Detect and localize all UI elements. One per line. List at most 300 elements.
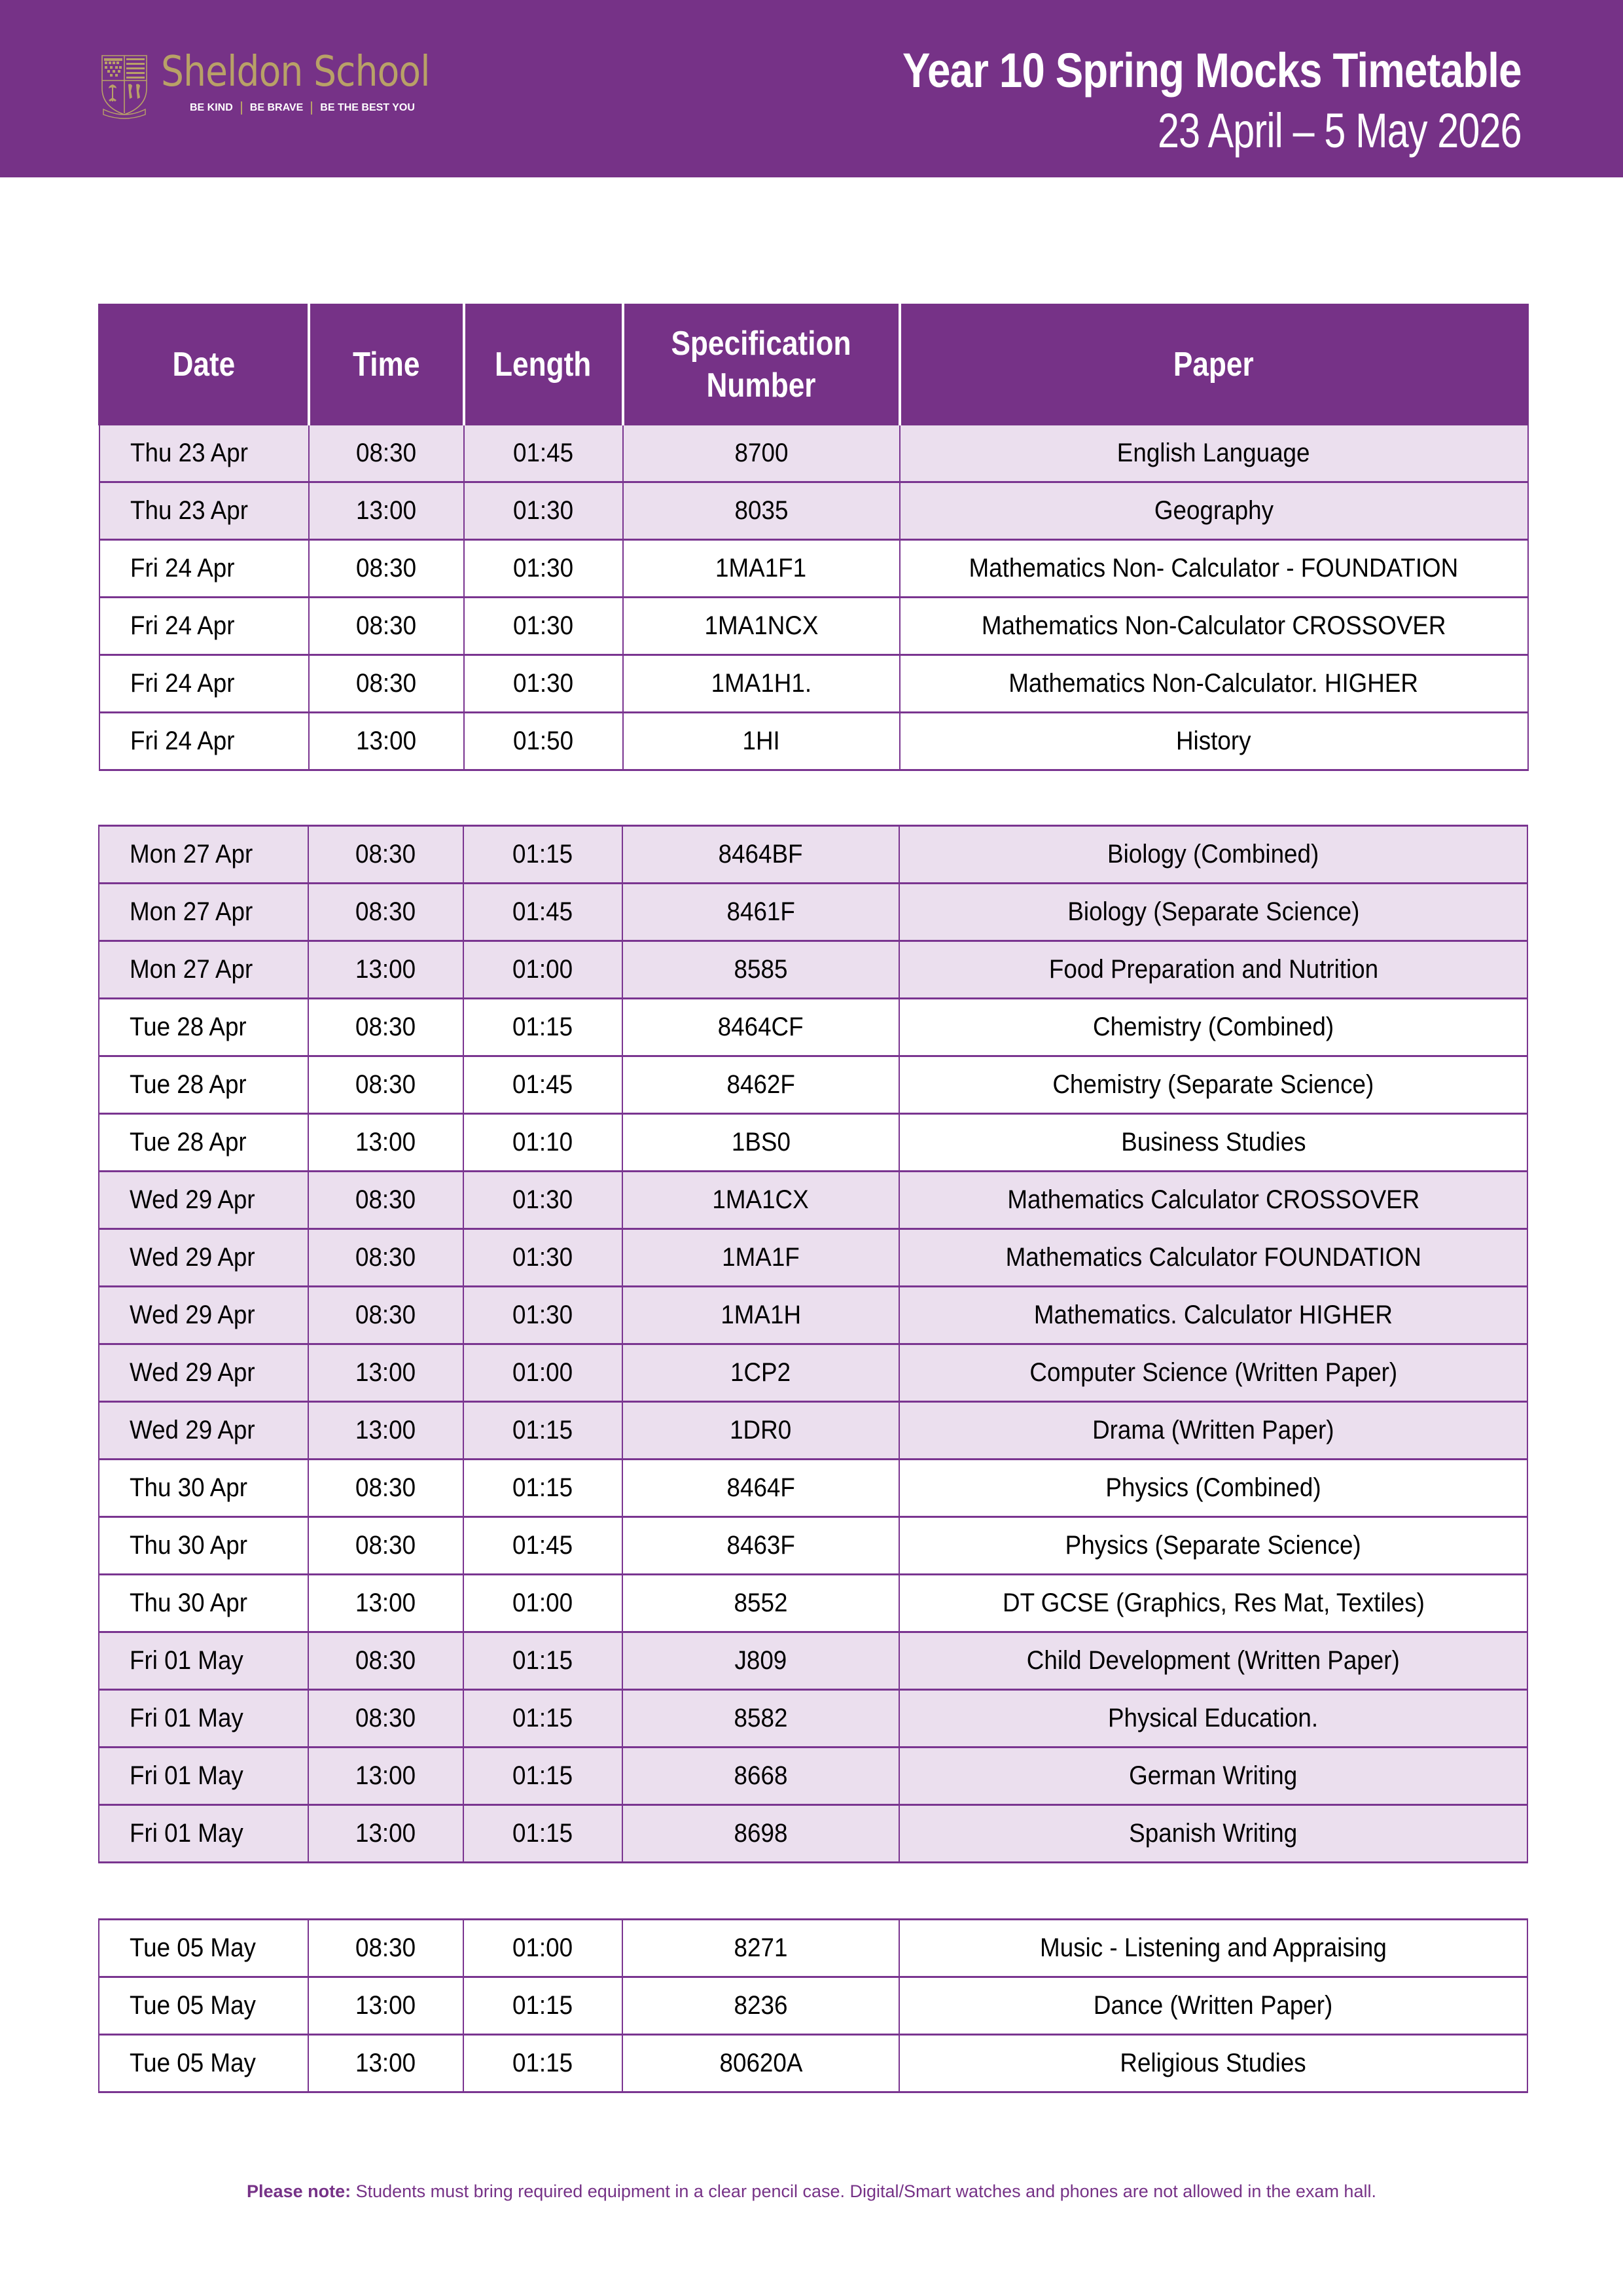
- length-cell: [463, 1977, 622, 2035]
- date-cell-text: Wed 29 Apr: [130, 1185, 255, 1214]
- paper-cell: [899, 1229, 1527, 1287]
- length-cell-text: 01:00: [512, 1933, 573, 1962]
- specification-number-cell-text: 8668: [734, 1761, 788, 1790]
- date-cell: [99, 1805, 308, 1863]
- time-cell-text: 08:30: [355, 1243, 416, 1272]
- date-cell: [99, 598, 309, 655]
- date-cell-text: Mon 27 Apr: [130, 897, 253, 926]
- date-cell: [99, 713, 309, 770]
- date-cell-text: Fri 24 Apr: [130, 726, 235, 755]
- timetable-group-1: [98, 304, 1529, 771]
- specification-number-cell: [622, 1977, 899, 2035]
- table-row: [99, 425, 1528, 482]
- column-header-specification-number: [623, 305, 900, 425]
- date-cell-text: Thu 30 Apr: [130, 1473, 248, 1502]
- table-row: [99, 1920, 1527, 1977]
- paper-cell-text: Business Studies: [1120, 1128, 1306, 1157]
- paper-cell: [899, 941, 1527, 999]
- time-cell: [308, 1402, 463, 1460]
- paper-cell: [899, 1517, 1527, 1575]
- table-row: [99, 2035, 1527, 2092]
- date-cell: [99, 1172, 308, 1229]
- specification-number-cell-text: 1MA1F: [722, 1243, 800, 1272]
- timetable-group-3: [98, 1918, 1528, 2093]
- paper-cell: [899, 1632, 1527, 1690]
- date-cell-text: Tue 28 Apr: [130, 1070, 247, 1099]
- time-cell-text: 08:30: [355, 669, 417, 698]
- length-cell: [464, 713, 623, 770]
- date-cell: [99, 826, 308, 884]
- specification-number-cell: [623, 540, 900, 598]
- tagline-divider: [311, 101, 312, 115]
- paper-cell: [899, 1460, 1527, 1517]
- length-cell: [463, 1517, 622, 1575]
- date-cell: [99, 941, 308, 999]
- specification-number-cell: [622, 1460, 899, 1517]
- length-cell-text: 01:30: [512, 1243, 573, 1272]
- table-header-row: [99, 305, 1528, 425]
- specification-number-cell: [622, 2035, 899, 2092]
- time-cell: [308, 1632, 463, 1690]
- specification-number-cell: [622, 1632, 899, 1690]
- table-row: [99, 598, 1528, 655]
- paper-cell-text: Chemistry (Separate Science): [1052, 1070, 1374, 1099]
- time-cell: [309, 482, 464, 540]
- length-cell: [463, 1920, 622, 1977]
- paper-cell-text: History: [1176, 726, 1251, 755]
- specification-number-cell-text: 1BS0: [731, 1128, 791, 1157]
- table-row: [99, 1575, 1527, 1632]
- date-cell-text: Tue 28 Apr: [130, 1013, 247, 1041]
- specification-number-cell: [622, 999, 899, 1056]
- column-header-label: Length: [495, 346, 592, 384]
- table-row: [99, 884, 1527, 941]
- footer-note-text: Students must bring required equipment in a clear pencil case. Digital/Smart watches and phones are not allowed in the exam hall.: [351, 2181, 1376, 2201]
- header-banner: [0, 0, 1623, 177]
- table-row: [99, 1229, 1527, 1287]
- paper-cell-text: Chemistry (Combined): [1092, 1013, 1334, 1041]
- date-cell: [99, 655, 309, 713]
- length-cell: [463, 884, 622, 941]
- length-cell-text: 01:00: [512, 1358, 573, 1387]
- timetable-group-2: [98, 825, 1528, 1863]
- time-cell: [308, 1690, 463, 1748]
- length-cell: [464, 655, 623, 713]
- time-cell-text: 13:00: [355, 2049, 416, 2077]
- time-cell: [309, 425, 464, 482]
- date-cell: [99, 482, 309, 540]
- specification-number-cell-text: 8463F: [726, 1531, 795, 1560]
- date-cell-text: Wed 29 Apr: [130, 1358, 255, 1387]
- column-header-paper: [900, 305, 1528, 425]
- length-cell-text: 01:50: [512, 726, 574, 755]
- table-row: [99, 1690, 1527, 1748]
- column-header-label: Specification Number: [671, 325, 851, 404]
- table-row: [99, 713, 1528, 770]
- length-cell: [464, 598, 623, 655]
- time-cell: [308, 1114, 463, 1172]
- length-cell-text: 01:45: [512, 897, 573, 926]
- time-cell-text: 08:30: [355, 1704, 416, 1732]
- time-cell: [308, 826, 463, 884]
- column-header-label: Date: [172, 346, 236, 384]
- school-name: Sheldon School: [161, 48, 430, 96]
- specification-number-cell-text: 8464BF: [719, 840, 803, 869]
- date-cell: [99, 1575, 308, 1632]
- specification-number-cell-text: 8461F: [726, 897, 795, 926]
- time-cell-text: 08:30: [355, 1646, 416, 1675]
- time-cell: [308, 1172, 463, 1229]
- paper-cell: [899, 1114, 1527, 1172]
- specification-number-cell: [622, 884, 899, 941]
- paper-cell-text: Mathematics Non-Calculator. HIGHER: [1008, 669, 1419, 698]
- page-title: Year 10 Spring Mocks Timetable: [902, 43, 1522, 98]
- specification-number-cell-text: 8464F: [726, 1473, 795, 1502]
- date-cell: [99, 1056, 308, 1114]
- specification-number-cell: [623, 482, 900, 540]
- date-cell: [99, 1114, 308, 1172]
- paper-cell: [899, 1402, 1527, 1460]
- time-cell-text: 08:30: [355, 611, 417, 640]
- length-cell-text: 01:15: [512, 1473, 573, 1502]
- specification-number-cell: [623, 598, 900, 655]
- paper-cell-text: Physics (Combined): [1105, 1473, 1321, 1502]
- table-row: [99, 1977, 1527, 2035]
- specification-number-cell: [622, 941, 899, 999]
- specification-number-cell: [622, 1748, 899, 1805]
- table-row: [99, 1056, 1527, 1114]
- specification-number-cell-text: 8700: [734, 439, 788, 467]
- date-cell-text: Thu 23 Apr: [130, 496, 248, 525]
- paper-cell-text: Spanish Writing: [1129, 1819, 1298, 1848]
- table-row: [99, 1805, 1527, 1863]
- specification-number-cell-text: 1MA1CX: [712, 1185, 810, 1214]
- time-cell: [308, 1460, 463, 1517]
- date-cell: [99, 425, 309, 482]
- specification-number-cell-text: 8698: [734, 1819, 788, 1848]
- paper-cell: [900, 713, 1528, 770]
- time-cell: [308, 941, 463, 999]
- time-cell: [309, 713, 464, 770]
- length-cell-text: 01:15: [512, 1013, 573, 1041]
- time-cell: [308, 1229, 463, 1287]
- specification-number-cell-text: J809: [734, 1646, 787, 1675]
- date-cell-text: Wed 29 Apr: [130, 1243, 255, 1272]
- length-cell: [464, 540, 623, 598]
- date-cell-text: Thu 23 Apr: [130, 439, 248, 467]
- time-cell: [308, 1748, 463, 1805]
- time-cell: [308, 1344, 463, 1402]
- table-row: [99, 1748, 1527, 1805]
- length-cell: [463, 1805, 622, 1863]
- date-cell-text: Mon 27 Apr: [130, 955, 253, 984]
- date-cell-text: Thu 30 Apr: [130, 1531, 248, 1560]
- time-cell-text: 13:00: [355, 1358, 416, 1387]
- specification-number-cell-text: 8552: [734, 1588, 788, 1617]
- length-cell: [463, 1114, 622, 1172]
- paper-cell: [900, 425, 1528, 482]
- length-cell: [463, 999, 622, 1056]
- specification-number-cell: [622, 1287, 899, 1344]
- time-cell: [308, 1805, 463, 1863]
- footer-note: [0, 2178, 1623, 2204]
- length-cell-text: 01:15: [512, 1991, 573, 2020]
- paper-cell-text: Mathematics Non-Calculator CROSSOVER: [981, 611, 1446, 640]
- specification-number-cell-text: 80620A: [719, 2049, 802, 2077]
- date-cell: [99, 540, 309, 598]
- paper-cell-text: Music - Listening and Appraising: [1040, 1933, 1387, 1962]
- date-range-subtitle: 23 April – 5 May 2026: [1158, 103, 1522, 158]
- length-cell-text: 01:45: [512, 439, 574, 467]
- date-cell: [99, 1632, 308, 1690]
- length-cell: [463, 1229, 622, 1287]
- time-cell: [309, 655, 464, 713]
- time-cell-text: 08:30: [355, 439, 417, 467]
- length-cell: [463, 826, 622, 884]
- date-cell: [99, 1402, 308, 1460]
- date-cell-text: Fri 01 May: [130, 1819, 243, 1848]
- specification-number-cell-text: 1MA1H1.: [711, 669, 812, 698]
- paper-cell: [899, 1344, 1527, 1402]
- paper-cell-text: Mathematics. Calculator HIGHER: [1033, 1300, 1393, 1329]
- time-cell: [308, 1977, 463, 2035]
- length-cell-text: 01:15: [512, 1704, 573, 1732]
- time-cell: [308, 2035, 463, 2092]
- paper-cell-text: Physics (Separate Science): [1065, 1531, 1362, 1560]
- specification-number-cell-text: 8236: [734, 1991, 788, 2020]
- specification-number-cell-text: 8271: [734, 1933, 788, 1962]
- specification-number-cell: [622, 1056, 899, 1114]
- length-cell-text: 01:30: [512, 1300, 573, 1329]
- date-cell: [99, 1344, 308, 1402]
- length-cell-text: 01:15: [512, 840, 573, 869]
- date-cell-text: Mon 27 Apr: [130, 840, 253, 869]
- paper-cell: [899, 1748, 1527, 1805]
- length-cell-text: 01:30: [512, 496, 574, 525]
- date-cell: [99, 1229, 308, 1287]
- date-cell-text: Tue 05 May: [130, 1991, 256, 2020]
- table-row: [99, 1172, 1527, 1229]
- table-row: [99, 655, 1528, 713]
- paper-cell-text: German Writing: [1129, 1761, 1298, 1790]
- date-cell-text: Tue 28 Apr: [130, 1128, 247, 1157]
- time-cell-text: 13:00: [355, 726, 417, 755]
- length-cell-text: 01:15: [512, 1416, 573, 1444]
- footer-note-label: Please note:: [247, 2181, 351, 2201]
- specification-number-cell: [622, 826, 899, 884]
- tagline-be-brave: BE BRAVE: [249, 102, 304, 113]
- table-row: [99, 826, 1527, 884]
- time-cell: [309, 540, 464, 598]
- paper-cell-text: Child Development (Written Paper): [1027, 1646, 1400, 1675]
- date-cell: [99, 1977, 308, 2035]
- paper-cell-text: Geography: [1154, 496, 1274, 525]
- time-cell-text: 13:00: [355, 1588, 416, 1617]
- tagline-divider: [241, 101, 242, 115]
- time-cell-text: 13:00: [355, 1416, 416, 1444]
- date-cell-text: Thu 30 Apr: [130, 1588, 248, 1617]
- school-tagline: [190, 101, 415, 115]
- tagline-be-kind: BE KIND: [190, 102, 233, 113]
- paper-cell: [899, 1172, 1527, 1229]
- specification-number-cell-text: 1HI: [742, 726, 780, 755]
- time-cell: [308, 1517, 463, 1575]
- time-cell-text: 13:00: [355, 1761, 416, 1790]
- time-cell-text: 13:00: [355, 1819, 416, 1848]
- table-row: [99, 999, 1527, 1056]
- paper-cell-text: DT GCSE (Graphics, Res Mat, Textiles): [1002, 1588, 1425, 1617]
- length-cell: [463, 1575, 622, 1632]
- length-cell: [463, 1402, 622, 1460]
- time-cell: [308, 1056, 463, 1114]
- specification-number-cell: [622, 1229, 899, 1287]
- paper-cell: [900, 540, 1528, 598]
- specification-number-cell-text: 1MA1H: [721, 1300, 801, 1329]
- specification-number-cell: [623, 713, 900, 770]
- paper-cell-text: Dance (Written Paper): [1094, 1991, 1333, 2020]
- length-cell-text: 01:45: [512, 1070, 573, 1099]
- length-cell-text: 01:10: [512, 1128, 573, 1157]
- paper-cell: [899, 1805, 1527, 1863]
- specification-number-cell: [622, 1920, 899, 1977]
- specification-number-cell-text: 8585: [734, 955, 788, 984]
- time-cell-text: 08:30: [355, 1531, 416, 1560]
- time-cell-text: 08:30: [355, 1933, 416, 1962]
- length-cell: [463, 1172, 622, 1229]
- specification-number-cell: [622, 1114, 899, 1172]
- paper-cell: [899, 826, 1527, 884]
- specification-number-cell: [622, 1402, 899, 1460]
- paper-cell-text: Mathematics Calculator FOUNDATION: [1005, 1243, 1421, 1272]
- time-cell-text: 08:30: [355, 1473, 416, 1502]
- specification-number-cell-text: 8464CF: [718, 1013, 804, 1041]
- table-row: [99, 1632, 1527, 1690]
- length-cell-text: 01:30: [512, 611, 574, 640]
- paper-cell: [899, 884, 1527, 941]
- length-cell: [463, 941, 622, 999]
- date-cell: [99, 999, 308, 1056]
- paper-cell-text: Food Preparation and Nutrition: [1048, 955, 1378, 984]
- date-cell: [99, 1287, 308, 1344]
- length-cell: [463, 1632, 622, 1690]
- table-row: [99, 1460, 1527, 1517]
- table-row: [99, 1517, 1527, 1575]
- tagline-be-the-best-you: BE THE BEST YOU: [320, 102, 415, 113]
- length-cell-text: 01:15: [512, 2049, 573, 2077]
- date-cell-text: Fri 01 May: [130, 1761, 243, 1790]
- date-cell-text: Fri 01 May: [130, 1646, 243, 1675]
- paper-cell-text: Biology (Separate Science): [1067, 897, 1359, 926]
- time-cell-text: 08:30: [355, 840, 416, 869]
- date-cell-text: Tue 05 May: [130, 1933, 256, 1962]
- paper-cell: [899, 1920, 1527, 1977]
- length-cell-text: 01:30: [512, 554, 574, 583]
- specification-number-cell: [623, 425, 900, 482]
- length-cell-text: 01:15: [512, 1646, 573, 1675]
- specification-number-cell: [622, 1344, 899, 1402]
- time-cell: [309, 598, 464, 655]
- date-cell-text: Wed 29 Apr: [130, 1416, 255, 1444]
- table-row: [99, 941, 1527, 999]
- table-row: [99, 1287, 1527, 1344]
- specification-number-cell: [622, 1517, 899, 1575]
- column-header-label: Paper: [1173, 346, 1255, 384]
- time-cell-text: 08:30: [355, 1013, 416, 1041]
- specification-number-cell: [623, 655, 900, 713]
- table-row: [99, 1402, 1527, 1460]
- paper-cell: [899, 2035, 1527, 2092]
- specification-number-cell: [622, 1172, 899, 1229]
- length-cell: [464, 425, 623, 482]
- paper-cell: [899, 999, 1527, 1056]
- specification-number-cell-text: 1DR0: [730, 1416, 792, 1444]
- time-cell-text: 13:00: [355, 1128, 416, 1157]
- paper-cell: [900, 598, 1528, 655]
- length-cell: [463, 1748, 622, 1805]
- date-cell-text: Fri 24 Apr: [130, 611, 235, 640]
- column-header-length: [464, 305, 623, 425]
- time-cell: [308, 1920, 463, 1977]
- paper-cell: [899, 1977, 1527, 2035]
- length-cell-text: 01:30: [512, 669, 574, 698]
- length-cell: [463, 1460, 622, 1517]
- date-cell-text: Fri 24 Apr: [130, 554, 235, 583]
- length-cell-text: 01:15: [512, 1819, 573, 1848]
- length-cell: [463, 1690, 622, 1748]
- time-cell-text: 08:30: [355, 554, 417, 583]
- date-cell-text: Fri 01 May: [130, 1704, 243, 1732]
- specification-number-cell-text: 8035: [734, 496, 788, 525]
- length-cell-text: 01:00: [512, 1588, 573, 1617]
- table-row: [99, 1344, 1527, 1402]
- table-row: [99, 482, 1528, 540]
- specification-number-cell-text: 1MA1F1: [715, 554, 807, 583]
- specification-number-cell-text: 8462F: [726, 1070, 795, 1099]
- paper-cell-text: Mathematics Non- Calculator - FOUNDATION: [969, 554, 1459, 583]
- table-row: [99, 540, 1528, 598]
- length-cell: [463, 2035, 622, 2092]
- paper-cell: [899, 1575, 1527, 1632]
- length-cell: [464, 482, 623, 540]
- specification-number-cell-text: 8582: [734, 1704, 788, 1732]
- paper-cell-text: Drama (Written Paper): [1092, 1416, 1334, 1444]
- paper-cell-text: Computer Science (Written Paper): [1029, 1358, 1397, 1387]
- date-cell-text: Tue 05 May: [130, 2049, 256, 2077]
- time-cell-text: 08:30: [355, 1300, 416, 1329]
- length-cell: [463, 1056, 622, 1114]
- paper-cell: [899, 1056, 1527, 1114]
- paper-cell: [899, 1690, 1527, 1748]
- length-cell-text: 01:00: [512, 955, 573, 984]
- date-cell-text: Wed 29 Apr: [130, 1300, 255, 1329]
- column-header-label: Time: [352, 346, 420, 384]
- time-cell-text: 08:30: [355, 897, 416, 926]
- time-cell-text: 08:30: [355, 1070, 416, 1099]
- paper-cell: [899, 1287, 1527, 1344]
- time-cell: [308, 884, 463, 941]
- length-cell-text: 01:15: [512, 1761, 573, 1790]
- paper-cell-text: English Language: [1117, 439, 1310, 467]
- table-row: [99, 1114, 1527, 1172]
- specification-number-cell: [622, 1690, 899, 1748]
- paper-cell-text: Mathematics Calculator CROSSOVER: [1007, 1185, 1419, 1214]
- length-cell-text: 01:45: [512, 1531, 573, 1560]
- date-cell: [99, 1690, 308, 1748]
- date-cell: [99, 1748, 308, 1805]
- column-header-time: [309, 305, 464, 425]
- time-cell-text: 08:30: [355, 1185, 416, 1214]
- time-cell: [308, 1575, 463, 1632]
